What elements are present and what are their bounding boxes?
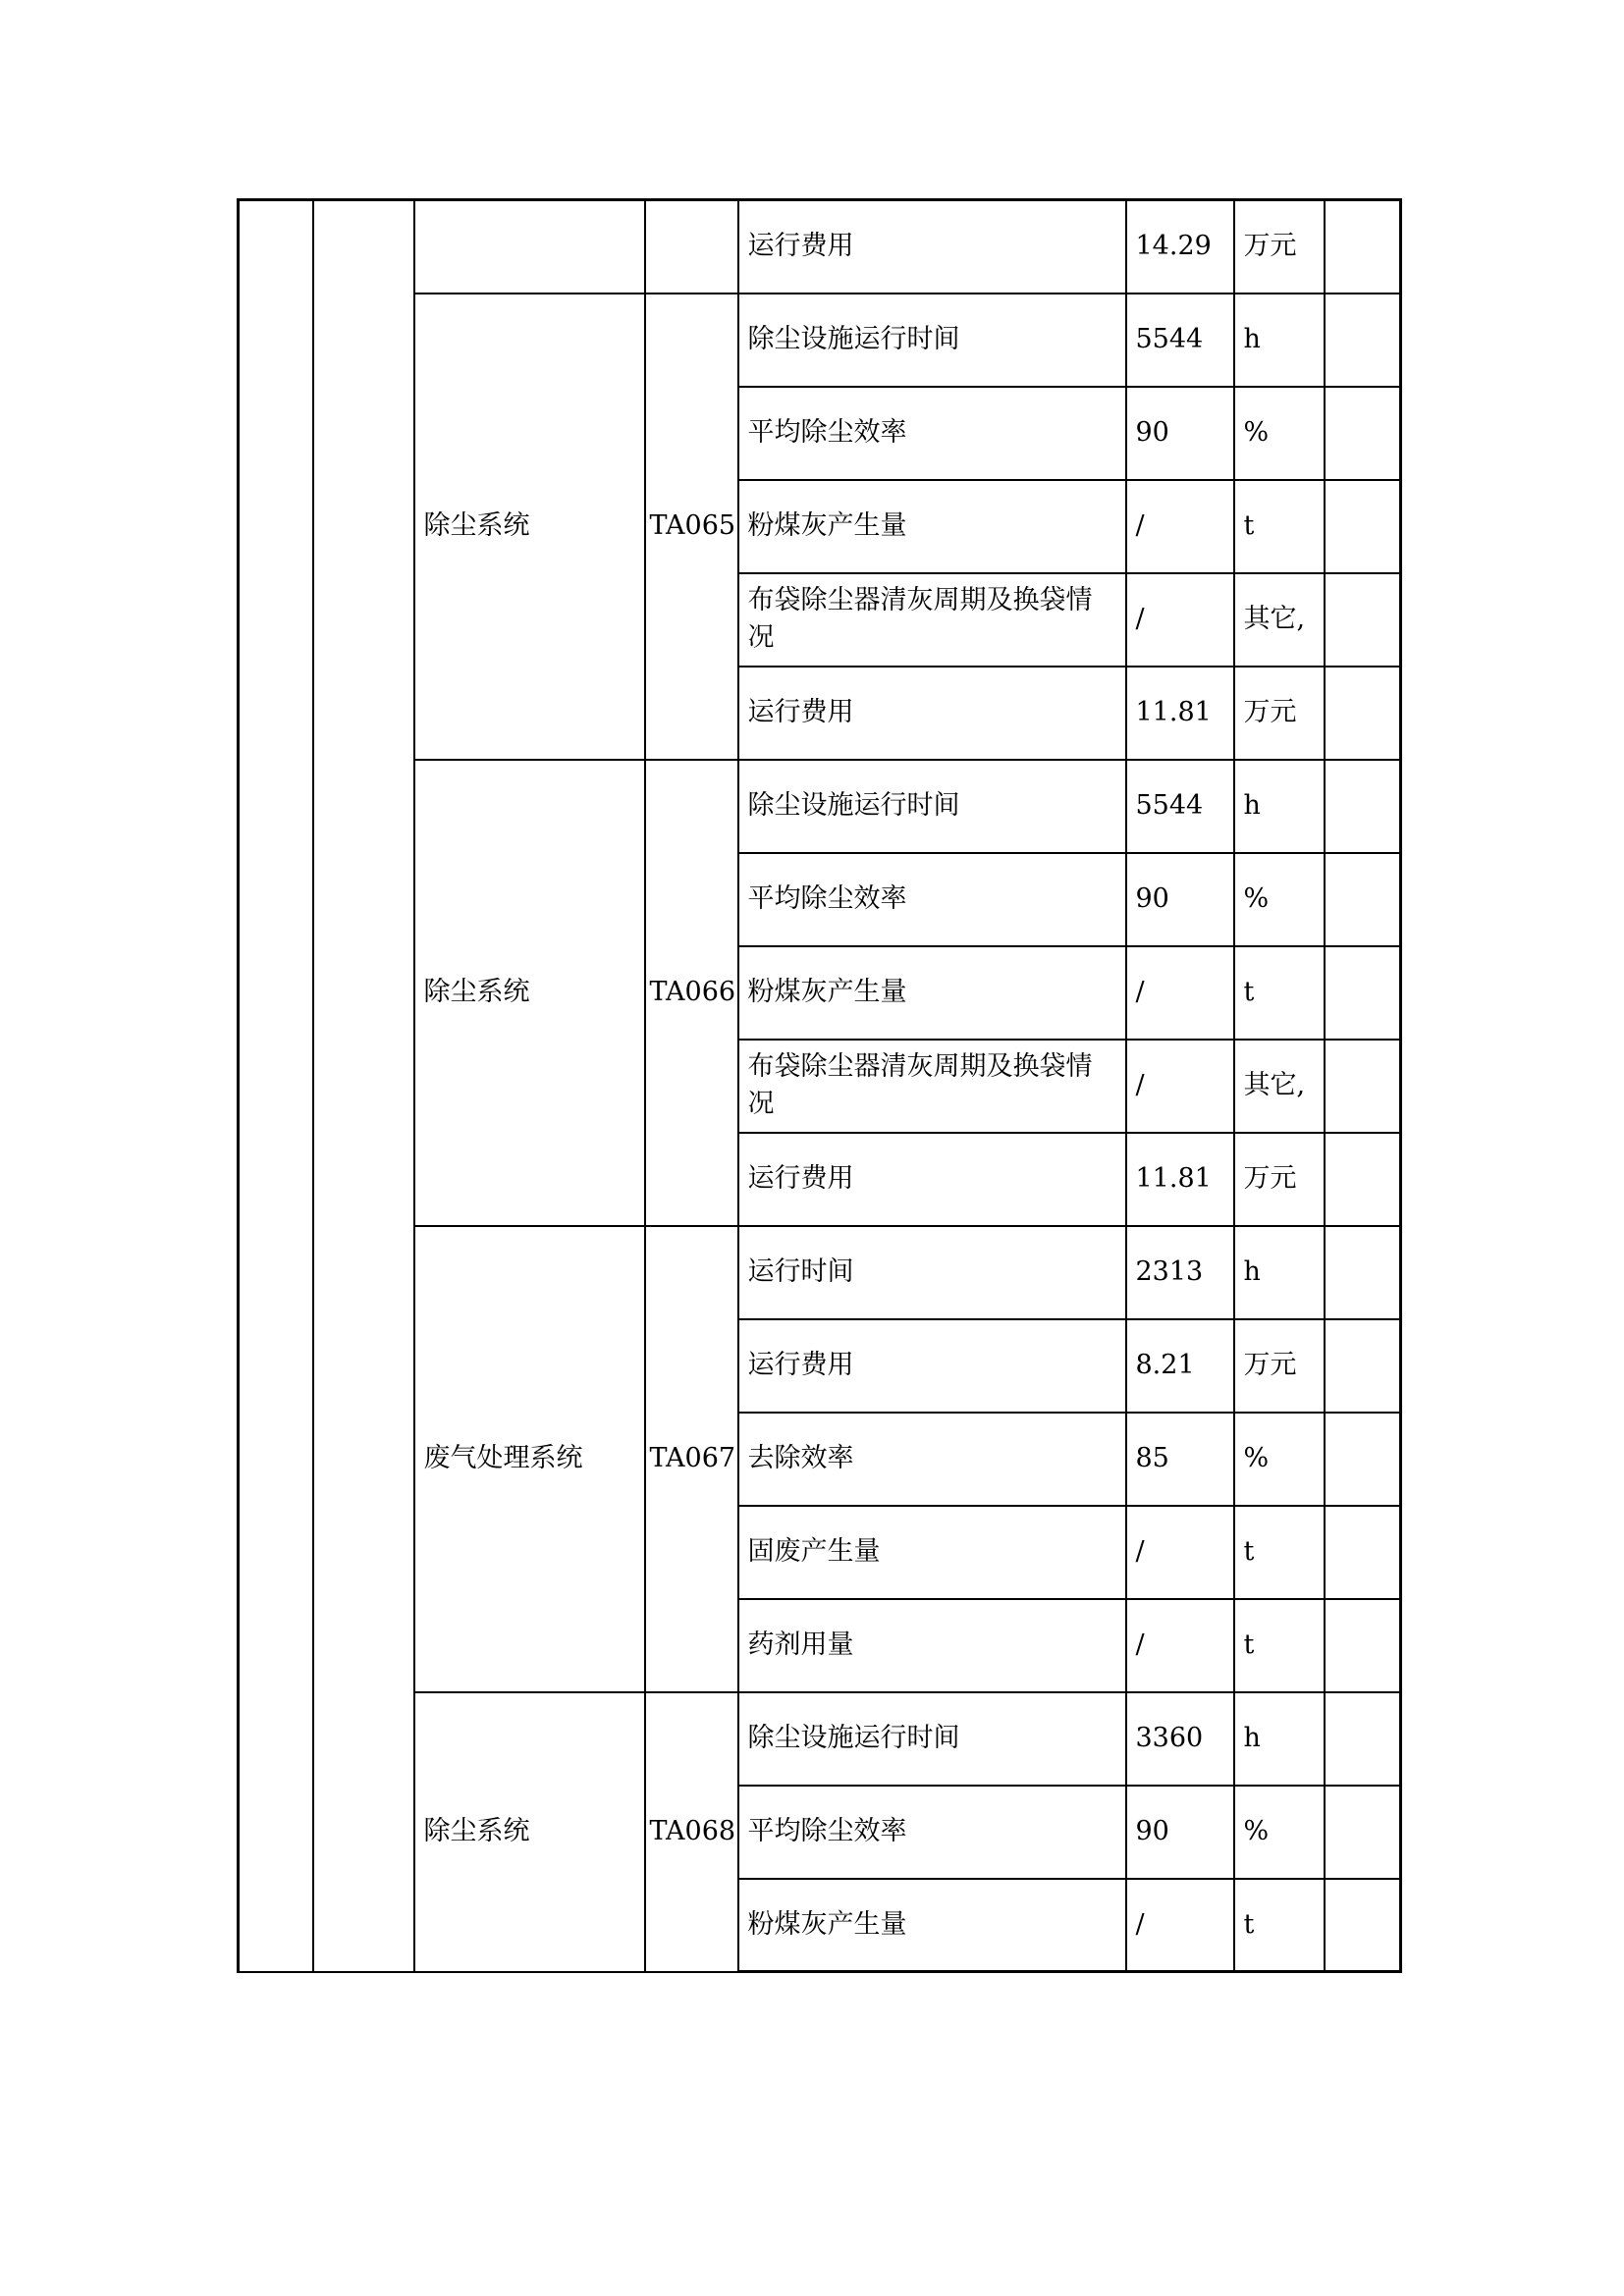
value-cell: 11.81 bbox=[1126, 1133, 1234, 1226]
remark-cell bbox=[1325, 573, 1401, 667]
remark-cell bbox=[1325, 946, 1401, 1040]
remark-cell bbox=[1325, 387, 1401, 480]
subcategory-cell bbox=[313, 200, 414, 1972]
table-body bbox=[239, 200, 1401, 1972]
system-name-cell: 除尘系统 bbox=[414, 1692, 645, 1972]
item-name-cell: 固废产生量 bbox=[738, 1506, 1126, 1599]
item-name-cell: 粉煤灰产生量 bbox=[738, 480, 1126, 573]
item-name-cell: 运行费用 bbox=[738, 667, 1126, 760]
value-cell: 11.81 bbox=[1126, 667, 1234, 760]
value-cell: 90 bbox=[1126, 1786, 1234, 1879]
value-cell: 5544 bbox=[1126, 760, 1234, 853]
unit-cell: h bbox=[1234, 294, 1325, 387]
remark-cell bbox=[1325, 1599, 1401, 1692]
system-name-cell: 除尘系统 bbox=[414, 760, 645, 1226]
value-cell: / bbox=[1126, 573, 1234, 667]
remark-cell bbox=[1325, 1040, 1401, 1133]
item-name-cell: 粉煤灰产生量 bbox=[738, 946, 1126, 1040]
remark-cell bbox=[1325, 480, 1401, 573]
value-cell: 85 bbox=[1126, 1413, 1234, 1506]
unit-cell: t bbox=[1234, 946, 1325, 1040]
category-cell bbox=[239, 200, 313, 1972]
value-cell: / bbox=[1126, 480, 1234, 573]
remark-cell bbox=[1325, 1319, 1401, 1413]
item-name-cell: 粉煤灰产生量 bbox=[738, 1879, 1126, 1972]
remark-cell bbox=[1325, 1133, 1401, 1226]
remark-cell bbox=[1325, 1413, 1401, 1506]
unit-cell: t bbox=[1234, 1506, 1325, 1599]
item-name-cell: 布袋除尘器清灰周期及换袋情况 bbox=[738, 573, 1126, 667]
unit-cell: 其它, bbox=[1234, 1040, 1325, 1133]
remark-cell bbox=[1325, 1506, 1401, 1599]
value-cell: / bbox=[1126, 946, 1234, 1040]
unit-cell: h bbox=[1234, 1692, 1325, 1786]
value-cell: 3360 bbox=[1126, 1692, 1234, 1786]
item-name-cell: 药剂用量 bbox=[738, 1599, 1126, 1692]
item-name-cell: 除尘设施运行时间 bbox=[738, 1692, 1126, 1786]
unit-cell: 万元 bbox=[1234, 667, 1325, 760]
unit-cell: % bbox=[1234, 387, 1325, 480]
item-name-cell: 平均除尘效率 bbox=[738, 853, 1126, 946]
value-cell: / bbox=[1126, 1506, 1234, 1599]
remark-cell bbox=[1325, 760, 1401, 853]
item-name-cell: 平均除尘效率 bbox=[738, 387, 1126, 480]
system-code-cell: TA068 bbox=[645, 1692, 738, 1972]
item-name-cell: 布袋除尘器清灰周期及换袋情况 bbox=[738, 1040, 1126, 1133]
table-row bbox=[239, 200, 1401, 294]
system-code-cell: TA065 bbox=[645, 294, 738, 760]
remark-cell bbox=[1325, 853, 1401, 946]
unit-cell: 万元 bbox=[1234, 200, 1325, 294]
unit-cell: 万元 bbox=[1234, 1319, 1325, 1413]
value-cell: / bbox=[1126, 1879, 1234, 1972]
system-code-cell: TA067 bbox=[645, 1226, 738, 1692]
item-name-cell: 运行时间 bbox=[738, 1226, 1126, 1319]
unit-cell: 其它, bbox=[1234, 573, 1325, 667]
item-name-cell: 除尘设施运行时间 bbox=[738, 760, 1126, 853]
system-name-cell bbox=[414, 200, 645, 294]
unit-cell: t bbox=[1234, 1879, 1325, 1972]
value-cell: / bbox=[1126, 1040, 1234, 1133]
item-name-cell: 除尘设施运行时间 bbox=[738, 294, 1126, 387]
system-name-cell: 废气处理系统 bbox=[414, 1226, 645, 1692]
item-name-cell: 运行费用 bbox=[738, 200, 1126, 294]
item-name-cell: 去除效率 bbox=[738, 1413, 1126, 1506]
value-cell: 2313 bbox=[1126, 1226, 1234, 1319]
facility-operation-table bbox=[237, 198, 1402, 1973]
system-code-cell: TA066 bbox=[645, 760, 738, 1226]
unit-cell: % bbox=[1234, 1786, 1325, 1879]
remark-cell bbox=[1325, 1786, 1401, 1879]
value-cell: / bbox=[1126, 1599, 1234, 1692]
value-cell: 5544 bbox=[1126, 294, 1234, 387]
value-cell: 90 bbox=[1126, 853, 1234, 946]
value-cell: 90 bbox=[1126, 387, 1234, 480]
item-name-cell: 运行费用 bbox=[738, 1133, 1126, 1226]
value-cell: 14.29 bbox=[1126, 200, 1234, 294]
unit-cell: t bbox=[1234, 1599, 1325, 1692]
remark-cell bbox=[1325, 294, 1401, 387]
unit-cell: % bbox=[1234, 853, 1325, 946]
remark-cell bbox=[1325, 1879, 1401, 1972]
unit-cell: t bbox=[1234, 480, 1325, 573]
remark-cell bbox=[1325, 200, 1401, 294]
item-name-cell: 运行费用 bbox=[738, 1319, 1126, 1413]
unit-cell: 万元 bbox=[1234, 1133, 1325, 1226]
system-name-cell: 除尘系统 bbox=[414, 294, 645, 760]
remark-cell bbox=[1325, 1226, 1401, 1319]
value-cell: 8.21 bbox=[1126, 1319, 1234, 1413]
remark-cell bbox=[1325, 1692, 1401, 1786]
unit-cell: h bbox=[1234, 1226, 1325, 1319]
item-name-cell: 平均除尘效率 bbox=[738, 1786, 1126, 1879]
unit-cell: % bbox=[1234, 1413, 1325, 1506]
remark-cell bbox=[1325, 667, 1401, 760]
system-code-cell bbox=[645, 200, 738, 294]
unit-cell: h bbox=[1234, 760, 1325, 853]
